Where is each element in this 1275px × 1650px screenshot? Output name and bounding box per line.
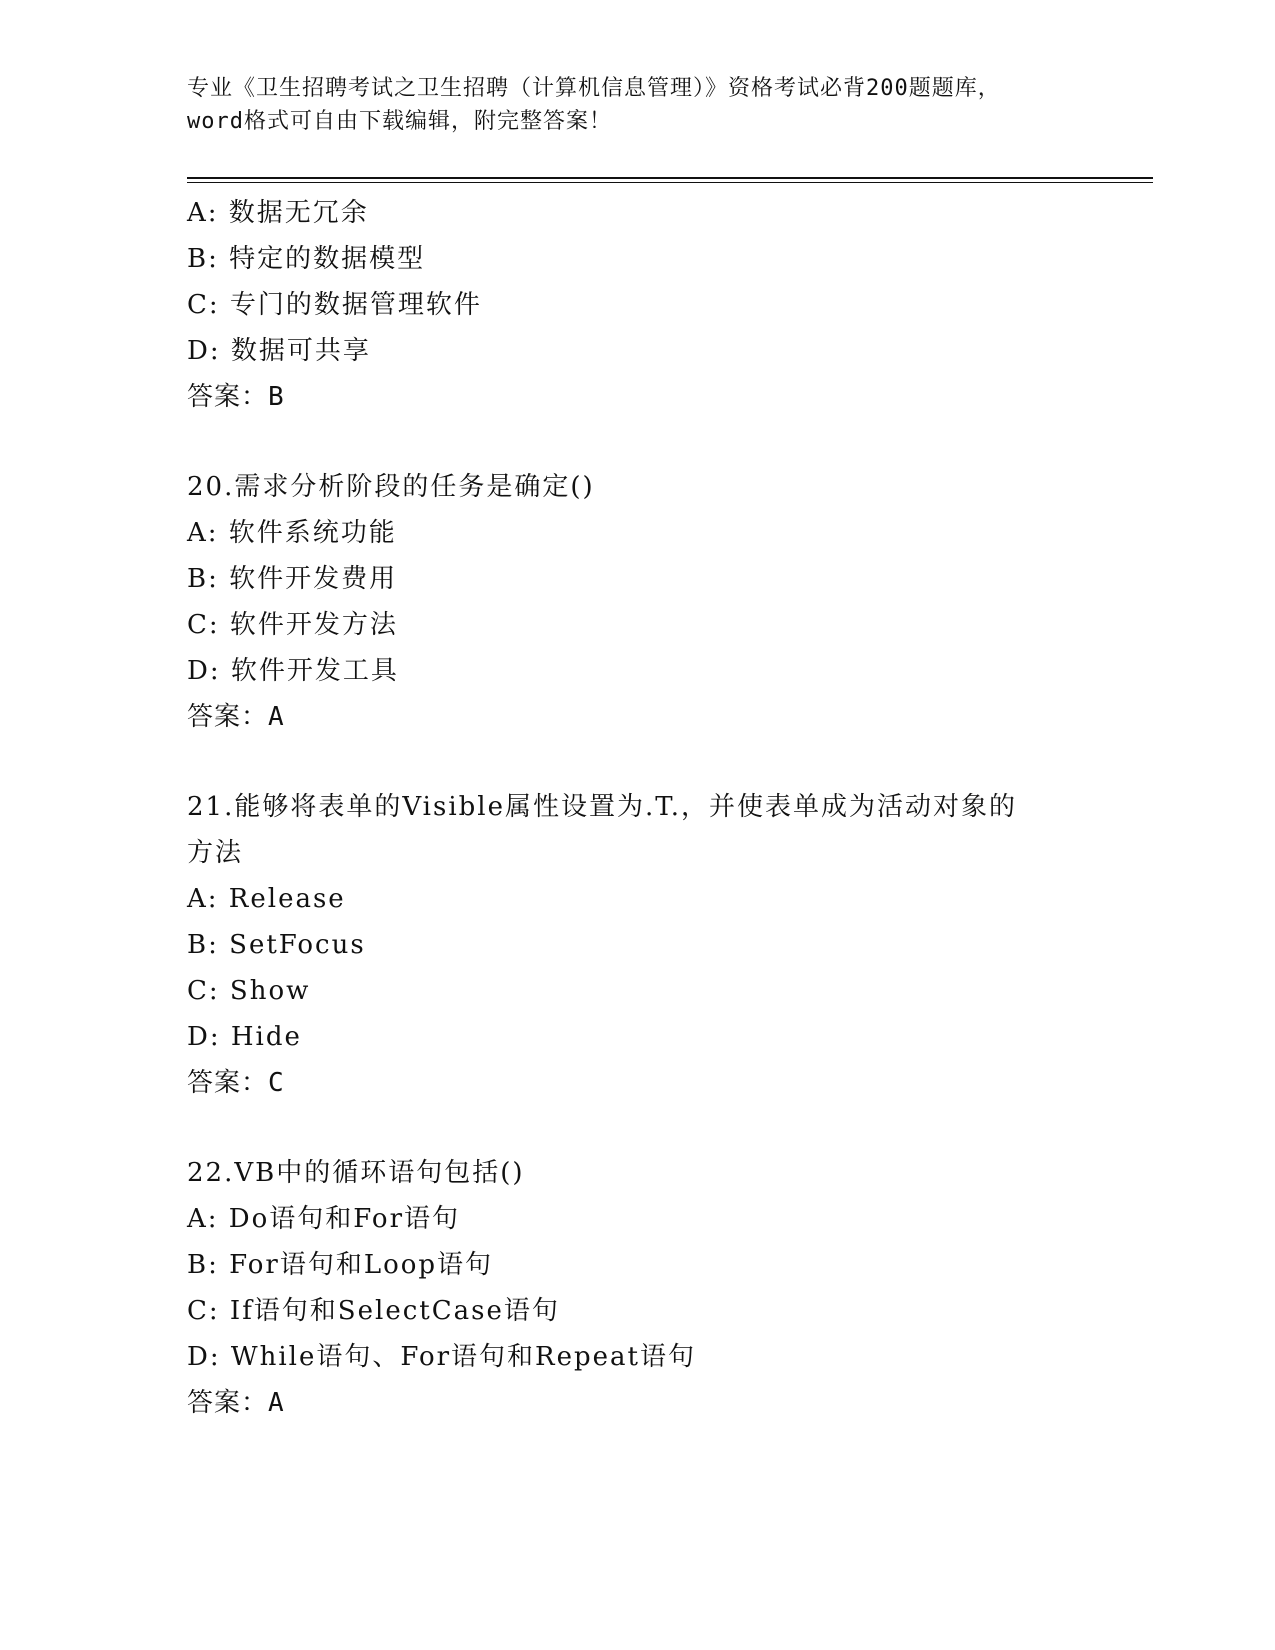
question-text: 20.需求分析阶段的任务是确定() xyxy=(187,472,595,502)
question-list xyxy=(187,190,1127,1426)
option-b: B: SetFocus xyxy=(187,930,366,960)
option-c: C: 软件开发方法 xyxy=(187,610,398,640)
option-c: C: Show xyxy=(187,976,311,1006)
answer-line: 答案：A xyxy=(187,1388,285,1418)
question-20-block xyxy=(187,464,1127,740)
option-a: A: 软件系统功能 xyxy=(187,518,397,548)
answer-line: 答案：A xyxy=(187,702,285,732)
option-d: D: Hide xyxy=(187,1022,302,1052)
question-text: 22.VB中的循环语句包括() xyxy=(187,1158,525,1188)
option-c: C: 专门的数据管理软件 xyxy=(187,290,482,320)
question-22-block xyxy=(187,1150,1127,1426)
answer-line: 答案：B xyxy=(187,382,285,412)
header-divider-thick xyxy=(187,177,1153,179)
option-a: A: Release xyxy=(187,884,346,914)
answer-line: 答案：C xyxy=(187,1068,285,1098)
option-d: D: 数据可共享 xyxy=(187,336,371,366)
header-divider-thin xyxy=(187,182,1153,183)
question-21-block xyxy=(187,784,1127,1106)
option-d: D: 软件开发工具 xyxy=(187,656,399,686)
option-a: A: Do语句和For语句 xyxy=(187,1204,461,1234)
option-a: A: 数据无冗余 xyxy=(187,198,369,228)
question-text-line-2: 方法 xyxy=(187,838,244,868)
header-line-1: 专业《卫生招聘考试之卫生招聘（计算机信息管理）》资格考试必背200题题库， xyxy=(187,76,1001,101)
question-19-block xyxy=(187,190,1127,420)
option-c: C: If语句和SelectCase语句 xyxy=(187,1296,560,1326)
option-b: B: 软件开发费用 xyxy=(187,564,398,594)
option-b: B: For语句和Loop语句 xyxy=(187,1250,494,1280)
option-d: D: While语句、For语句和Repeat语句 xyxy=(187,1342,696,1372)
header-line-2: word格式可自由下载编辑，附完整答案！ xyxy=(187,109,612,134)
question-text-line-1: 21.能够将表单的Visible属性设置为.T.，并使表单成为活动对象的 xyxy=(187,792,1018,822)
option-b: B: 特定的数据模型 xyxy=(187,244,426,274)
document-header xyxy=(187,72,1087,138)
